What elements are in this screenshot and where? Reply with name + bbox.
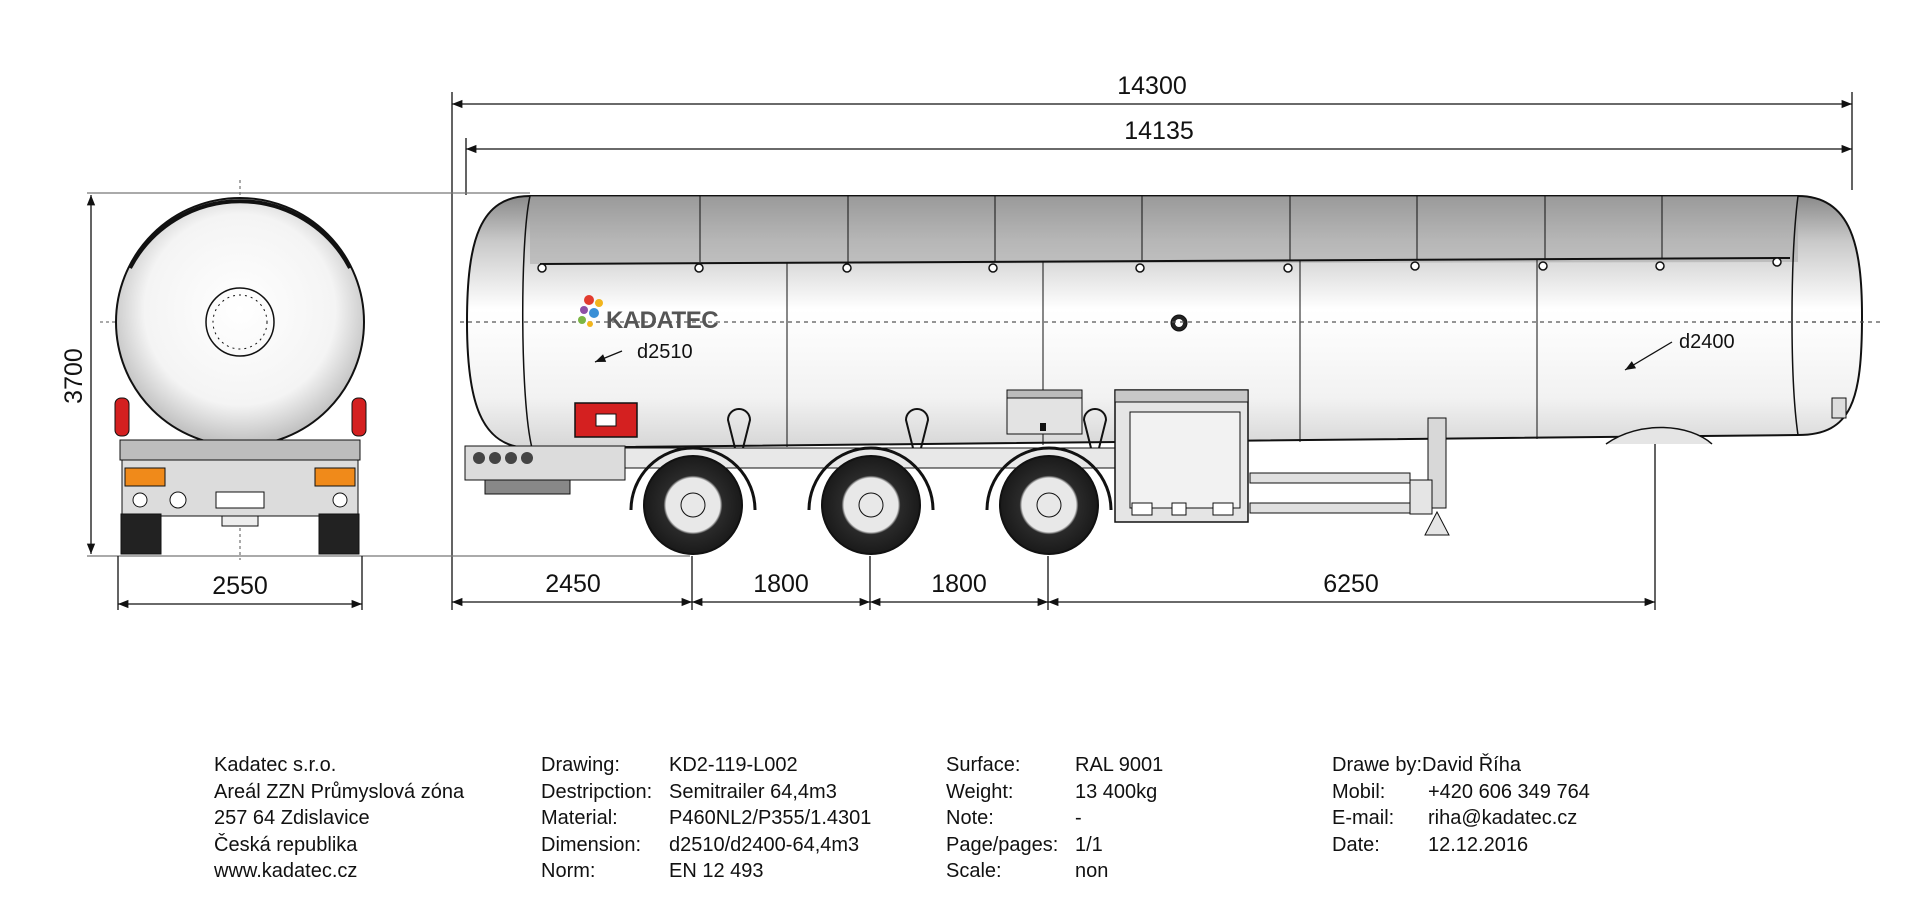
company-country: Česká republika xyxy=(214,833,358,856)
surface-info-row: Surface: RAL 9001 xyxy=(946,754,1164,776)
company-info xyxy=(214,752,464,885)
label-diameter-rear: d2400 xyxy=(1679,331,1735,353)
company-web: www.kadatec.cz xyxy=(214,860,358,882)
company-address-1: Areál ZZN Průmyslová zóna xyxy=(214,780,465,803)
author-info xyxy=(1332,752,1590,858)
side-view xyxy=(465,196,1862,554)
surface-info-row: Scale: non xyxy=(946,860,1109,882)
surface-info-row: Page/pages: 1/1 xyxy=(946,833,1103,856)
brand-name: KADATEC xyxy=(606,307,719,334)
drawing-info-row: Material: P460NL2/P355/1.4301 xyxy=(541,807,872,829)
rear-view xyxy=(100,180,366,560)
drawing-info-row: Drawing: KD2-119-L002 xyxy=(541,754,798,776)
dim-kingpin-distance: 6250 xyxy=(1323,570,1379,598)
author-info-row: Mobil: +420 606 349 764 xyxy=(1332,780,1590,803)
surface-info-row: Note: - xyxy=(946,807,1082,829)
company-name: Kadatec s.r.o. xyxy=(214,754,337,776)
drawing-info xyxy=(541,752,871,885)
drawing-info-row: Destripction: Semitrailer 64,4m3 xyxy=(541,780,837,803)
dim-tank-length: 14135 xyxy=(1124,117,1194,145)
axle-wheels xyxy=(644,456,1098,554)
author-info-row: E-mail: riha@kadatec.cz xyxy=(1332,807,1578,829)
dim-axle-spacing-2: 1800 xyxy=(931,570,987,598)
drawing-info-row: Dimension: d2510/d2400-64,4m3 xyxy=(541,833,860,856)
author-info-row: Drawe by:David Říha xyxy=(1332,754,1521,776)
surface-info-row: Weight: 13 400kg xyxy=(946,780,1158,803)
label-diameter-front: d2510 xyxy=(637,341,693,363)
surface-info xyxy=(946,752,1163,885)
author-info-row: Date: 12.12.2016 xyxy=(1332,833,1529,856)
dim-height: 3700 xyxy=(60,348,88,404)
dim-axle-spacing-1: 1800 xyxy=(753,570,809,598)
dim-overall-length: 14300 xyxy=(1117,72,1187,100)
drawing-info-row: Norm: EN 12 493 xyxy=(541,860,764,882)
dim-width: 2550 xyxy=(212,572,268,600)
company-address-2: 257 64 Zdislavice xyxy=(214,807,370,829)
dim-front-overhang: 2450 xyxy=(545,570,601,598)
